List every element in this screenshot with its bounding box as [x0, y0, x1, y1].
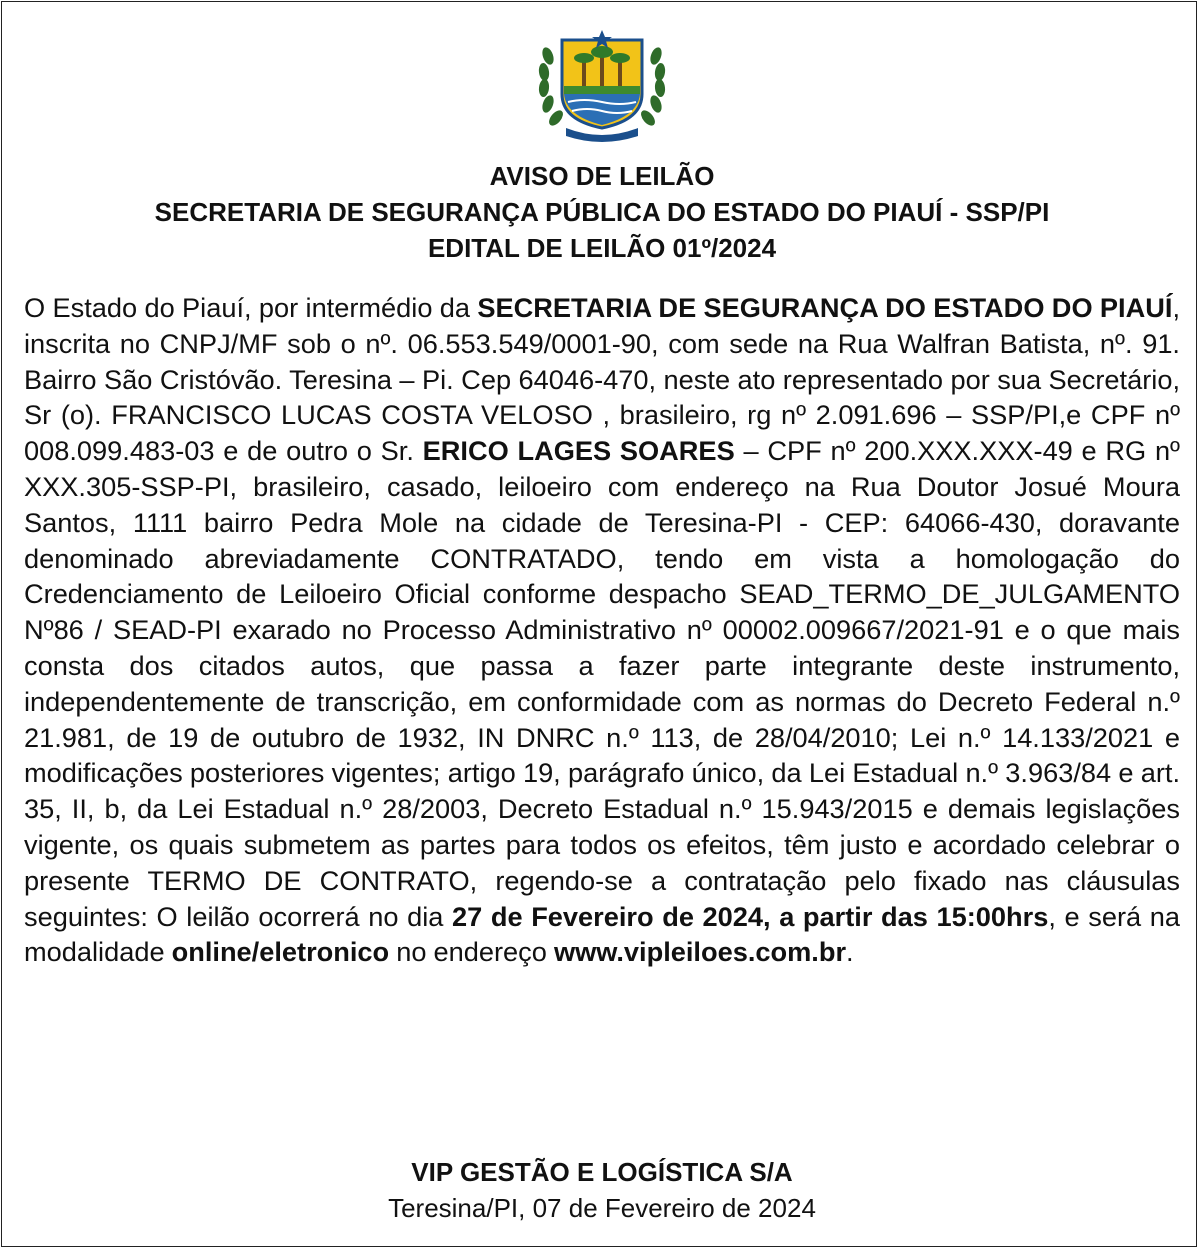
notice-frame — [1, 1, 1197, 1247]
body-text-segment: – CPF nº 200.XXX.XXX-49 e RG nº XXX.305-SSP-PI, brasileiro, casado, leiloeiro com endereço na Rua Doutor Josué Moura Santos, 1111 bairro Pedra Mole na cidade de Teresina-PI - CEP: 64066-430, doravante denominado abreviadamente CONTRATADO, tendo em vista a homologação do Credenciamento de Leiloeiro Oficial conforme despacho SEAD_TERMO_DE_JULGAMENTO Nº86 / SEAD-PI exarado no Processo Administrativo nº 00002.009667/2021-91 e o que mais consta dos citados autos, que passa a fazer parte integrante deste instrumento, independentemente de transcrição, em conformidade com as normas do Decreto Federal n.º 21.981, de 19 de outubro de 1932, IN DNRC n.º 113, de 28/04/2010; Lei n.º 14.133/2021 e modificações posteriores vigentes; artigo 19, parágrafo único, da Lei Estadual n.º 3.963/84 e art. 35, II, b, da Lei Estadual n.º 28/2003, Decreto Estadual n.º 15.943/2015 e demais legislações vigente, os quais submetem as partes para todos os efeitos, têm justo e acordado celebrar o presente TERMO DE CONTRATO, regendo-se a contratação pelo fixado nas cláusulas seguintes: O leilão ocorrerá no dia — [24, 435, 1180, 932]
body-text-segment: , inscrita no CNPJ/MF sob o nº. 06.553.549/0001-90, com sede na Rua Walfran Batista, nº. 91. Bairro São Cristóvão. Teresina – Pi. Cep 64046-470, neste ato representado por sua Secretário, Sr (o). FRANCISCO LUCAS COSTA VELOSO , brasileiro, rg nº 2.091.696 – SSP/PI,e CPF nº 008.099.483-03 e de outro o Sr. — [24, 292, 1180, 467]
notice-body — [24, 290, 1180, 970]
secretariat-name: SECRETARIA DE SEGURANÇA DO ESTADO DO PIAUÍ — [477, 292, 1173, 323]
place-date: Teresina/PI, 07 de Fevereiro de 2024 — [388, 1193, 816, 1223]
body-text-segment: no endereço — [389, 936, 554, 968]
body-text-segment: . — [846, 936, 854, 968]
coat-of-arms-emblem — [532, 16, 672, 144]
edital-number: EDITAL DE LEILÃO 01º/2024 — [427, 233, 777, 263]
auction-modality: online/eletronico — [171, 936, 390, 968]
auction-website: www.vipleiloes.com.br — [553, 936, 847, 968]
notice-title: AVISO DE LEILÃO — [489, 161, 715, 191]
body-text-segment: O Estado do Piauí, por intermédio da — [24, 292, 478, 323]
auctioneer-name: ERICO LAGES SOARES — [422, 435, 735, 467]
agency-name: SECRETARIA DE SEGURANÇA PÚBLICA DO ESTADO DO PIAUÍ - SSP/PI — [154, 197, 1050, 227]
company-name: VIP GESTÃO E LOGÍSTICA S/A — [411, 1157, 793, 1187]
body-text-segment: , e será na modalidade — [24, 900, 1180, 968]
notice-heading — [22, 158, 1182, 266]
notice-footer — [22, 1154, 1182, 1226]
auction-date: 27 de Fevereiro de 2024, a partir das 15:00hrs — [452, 900, 1049, 932]
